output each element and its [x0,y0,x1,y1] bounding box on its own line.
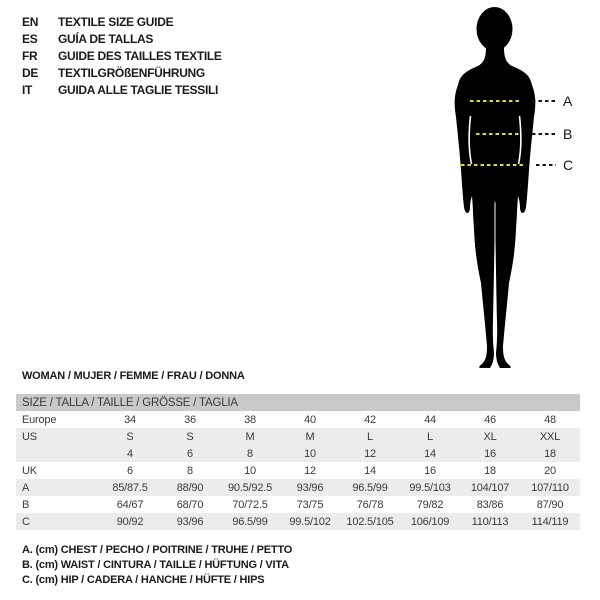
table-cell: L [367,430,373,443]
table-row [16,496,580,513]
table-cell: 83/86 [476,498,504,511]
table-cell: 96.5/99 [232,515,268,528]
table-cell: 90.5/92.5 [227,481,273,494]
table-cell: 40 [304,413,316,426]
section-title: WOMAN / MUJER / FEMME / FRAU / DONNA [22,370,245,382]
language-list [22,13,222,98]
chest-line-pointer [532,100,556,102]
hip-line-pointer [536,164,556,166]
table-cell: 99.5/103 [409,481,451,494]
table-cell: M [305,430,315,443]
table-row [16,479,580,496]
language-text: GUÍA DE TALLAS [58,31,154,46]
language-text: TEXTILGRÖßENFÜHRUNG [58,65,205,80]
language-text: TEXTILE SIZE GUIDE [58,14,174,29]
table-cell: 114/119 [531,515,569,528]
waist-label: B [563,126,573,142]
table-cell: 90/92 [116,515,144,528]
table-cell: 18 [484,464,496,477]
table-cell: 96.5/99 [352,481,388,494]
table-cell: L [427,430,433,443]
waist-line-pointer [532,133,556,135]
table-cell: 99.5/102 [289,515,331,528]
table-cell: S [126,430,134,443]
table-cell: 46 [484,413,496,426]
measurement-legend [22,544,292,589]
waist-line-on-body [476,133,519,135]
legend-waist: B. (cm) WAIST / CINTURA / TAILLE / HÜFTUNG / VITA [22,559,289,571]
legend-chest: A. (cm) CHEST / PECHO / POITRINE / TRUHE / PETTO [22,544,293,556]
table-cell: 73/75 [296,498,324,511]
table-cell: 85/87.5 [112,481,148,494]
table-cell: 10 [304,447,316,460]
row-label: UK [22,464,37,477]
table-cell: 93/96 [296,481,324,494]
language-row-de [22,64,222,81]
table-cell: 110/113 [471,515,509,528]
table-cell: 12 [304,464,316,477]
language-code: DE [22,65,39,80]
table-cell: 42 [364,413,376,426]
table-cell: 16 [484,447,496,460]
table-header-row [16,394,580,411]
legend-hip: C. (cm) HIP / CADERA / HANCHE / HÜFTE / HIPS [22,574,265,586]
table-cell: 76/78 [356,498,384,511]
woman-silhouette-icon [445,6,545,371]
table-cell: M [245,430,255,443]
language-code: EN [22,14,39,29]
row-label: Europe [22,413,57,426]
table-cell: 79/82 [416,498,444,511]
language-text: GUIDA ALLE TAGLIE TESSILI [58,82,219,97]
table-cell: 104/107 [470,481,510,494]
table-cell: S [186,430,194,443]
language-code: FR [22,48,38,63]
table-row [16,462,580,479]
table-cell: 107/110 [531,481,569,494]
table-cell: 8 [187,464,193,477]
table-cell: 93/96 [176,515,204,528]
chest-label: A [563,93,573,109]
size-table-grid [16,394,580,530]
table-cell: 102.5/105 [346,515,394,528]
table-cell: XXL [539,430,561,443]
table-row [16,428,580,445]
row-label: US [22,430,37,443]
table-cell: 6 [187,447,193,460]
table-row [16,411,580,428]
table-cell: 36 [184,413,196,426]
size-table [16,394,580,530]
table-cell: 6 [127,464,133,477]
table-cell: 64/67 [116,498,144,511]
table-cell: 20 [544,464,556,477]
row-label [16,445,100,462]
language-row-es [22,30,222,47]
hip-label: C [563,157,574,173]
table-cell: 48 [544,413,556,426]
table-cell: 18 [544,447,556,460]
row-label: B [22,498,30,511]
table-cell: 14 [424,447,436,460]
row-label: A [22,481,30,494]
language-row-en [22,13,222,30]
language-row-it [22,81,222,98]
table-row [16,445,580,462]
table-cell: XL [483,430,497,443]
table-cell: 87/90 [536,498,564,511]
table-cell: 12 [364,447,376,460]
row-label: C [22,515,30,528]
woman-silhouette-figure [445,6,545,371]
table-cell: 88/90 [176,481,204,494]
language-row-fr [22,47,222,64]
language-code: IT [22,82,33,97]
size-table-body [16,411,580,530]
language-text: GUIDE DES TAILLES TEXTILE [58,48,222,63]
table-cell: 68/70 [176,498,204,511]
language-code: ES [22,31,38,46]
table-cell: 70/72.5 [232,498,268,511]
table-header: SIZE / TALLA / TAILLE / GRÖSSE / TAGLIA [16,394,580,411]
table-cell: 44 [424,413,436,426]
table-row [16,513,580,530]
table-cell: 10 [244,464,256,477]
table-cell: 106/109 [410,515,450,528]
table-cell: 4 [127,447,133,460]
hip-line-on-body [461,164,524,166]
table-cell: 14 [364,464,376,477]
table-cell: 38 [244,413,256,426]
table-cell: 16 [424,464,436,477]
chest-line-on-body [470,100,522,102]
table-cell: 34 [124,413,136,426]
table-cell: 8 [247,447,253,460]
